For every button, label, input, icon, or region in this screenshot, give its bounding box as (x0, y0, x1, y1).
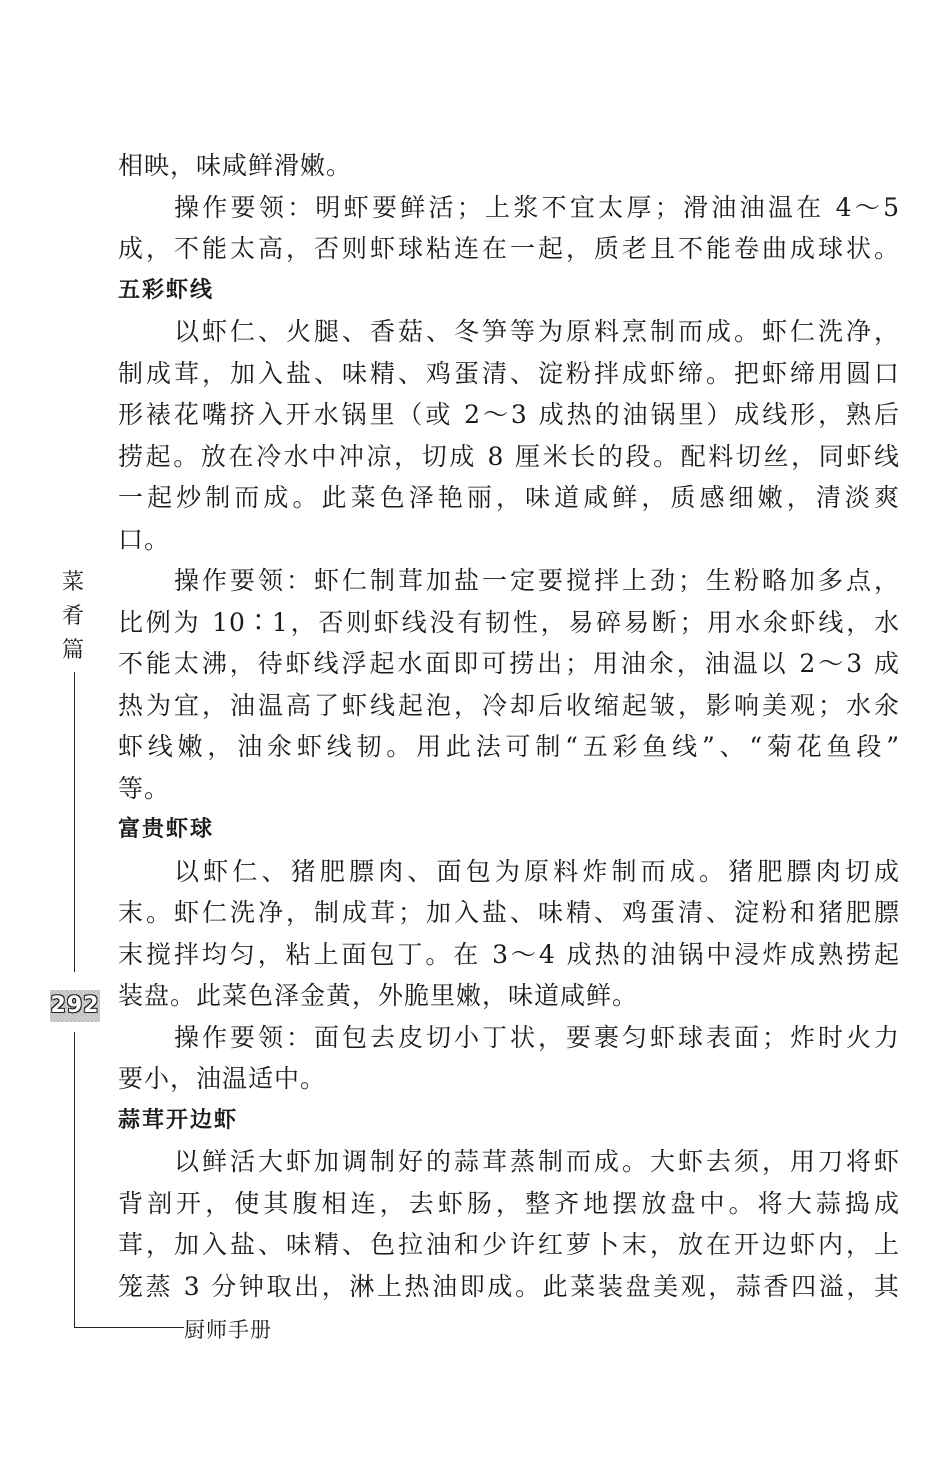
text-line: 茸，加入盐、味精、色拉油和少许红萝卜末，放在开边虾内，上 (118, 1230, 900, 1259)
body-text (118, 145, 900, 1307)
text-line: 操作要领：面包去皮切小丁状，要裹匀虾球表面；炸时火力 (174, 1022, 900, 1052)
section-heading: 蒜茸开边虾 (118, 1107, 239, 1133)
text-line: 相映，味咸鲜滑嫩。 (118, 151, 353, 180)
text-line: 比例为 10∶1，否则虾线没有韧性，易碎易断；用水氽虾线，水 (118, 607, 900, 637)
text-line: 背剖开，使其腹相连，去虾肠，整齐地摆放盘中。将大蒜捣成 (118, 1188, 900, 1218)
text-line: 以鲜活大虾加调制好的蒜茸蒸制而成。大虾去须，用刀将虾 (174, 1147, 900, 1176)
section-tab (58, 566, 88, 668)
text-line: 一起炒制而成。此菜色泽艳丽，味道咸鲜，质感细嫩，清淡爽 (118, 483, 900, 512)
text-line: 以虾仁、火腿、香菇、冬笋等为原料烹制而成。虾仁洗净， (174, 317, 900, 346)
text-line: 口。 (118, 524, 171, 554)
text-line: 热为宜，油温高了虾线起泡，冷却后收缩起皱，影响美观；水氽 (118, 690, 900, 720)
section-heading: 富贵虾球 (118, 817, 215, 842)
text-line: 装盘。此菜色泽金黄，外脆里嫩，味道咸鲜。 (118, 981, 639, 1010)
section-heading: 五彩虾线 (118, 277, 215, 303)
section-tab-char: 篇 (61, 638, 84, 663)
margin-rule-lower (74, 1032, 75, 1327)
text-line: 操作要领：虾仁制茸加盐一定要搅拌上劲；生粉略加多点， (174, 566, 900, 595)
text-line: 形裱花嘴挤入开水锅里（或 2～3 成热的油锅里）成线形，熟后 (118, 400, 900, 429)
text-line: 成，不能太高，否则虾球粘连在一起，质老且不能卷曲成球状。 (118, 234, 900, 263)
section-tab-char: 肴 (61, 604, 84, 629)
text-line: 以虾仁、猪肥膘肉、面包为原料炸制而成。猪肥膘肉切成 (174, 856, 900, 886)
footer-rule (74, 1327, 184, 1328)
text-line: 制成茸，加入盐、味精、鸡蛋清、淀粉拌成虾缔。把虾缔用圆口 (118, 358, 900, 388)
text-line: 等。 (118, 773, 171, 803)
text-line: 要小，油温适中。 (118, 1064, 327, 1093)
text-line: 不能太沸，待虾线浮起水面即可捞出；用油氽，油温以 2～3 成 (118, 649, 900, 678)
page-number: 292 (50, 990, 100, 1022)
running-footer: 厨师手册 (184, 1318, 272, 1342)
text-line: 虾线嫩，油氽虾线韧。用此法可制“五彩鱼线”、“菊花鱼段” (118, 732, 900, 761)
margin-rule-upper (74, 672, 75, 972)
text-line: 捞起。放在冷水中冲凉，切成 8 厘米长的段。配料切丝，同虾线 (118, 441, 900, 471)
text-line: 笼蒸 3 分钟取出，淋上热油即成。此菜装盘美观，蒜香四溢，其 (118, 1271, 900, 1301)
section-tab-char: 菜 (61, 570, 84, 595)
text-line: 操作要领：明虾要鲜活；上浆不宜太厚；滑油油温在 4～5 (174, 192, 900, 222)
text-line: 末。虾仁洗净，制成茸；加入盐、味精、鸡蛋清、淀粉和猪肥膘 (118, 898, 900, 927)
text-line: 末搅拌均匀，粘上面包丁。在 3～4 成热的油锅中浸炸成熟捞起 (118, 939, 900, 969)
